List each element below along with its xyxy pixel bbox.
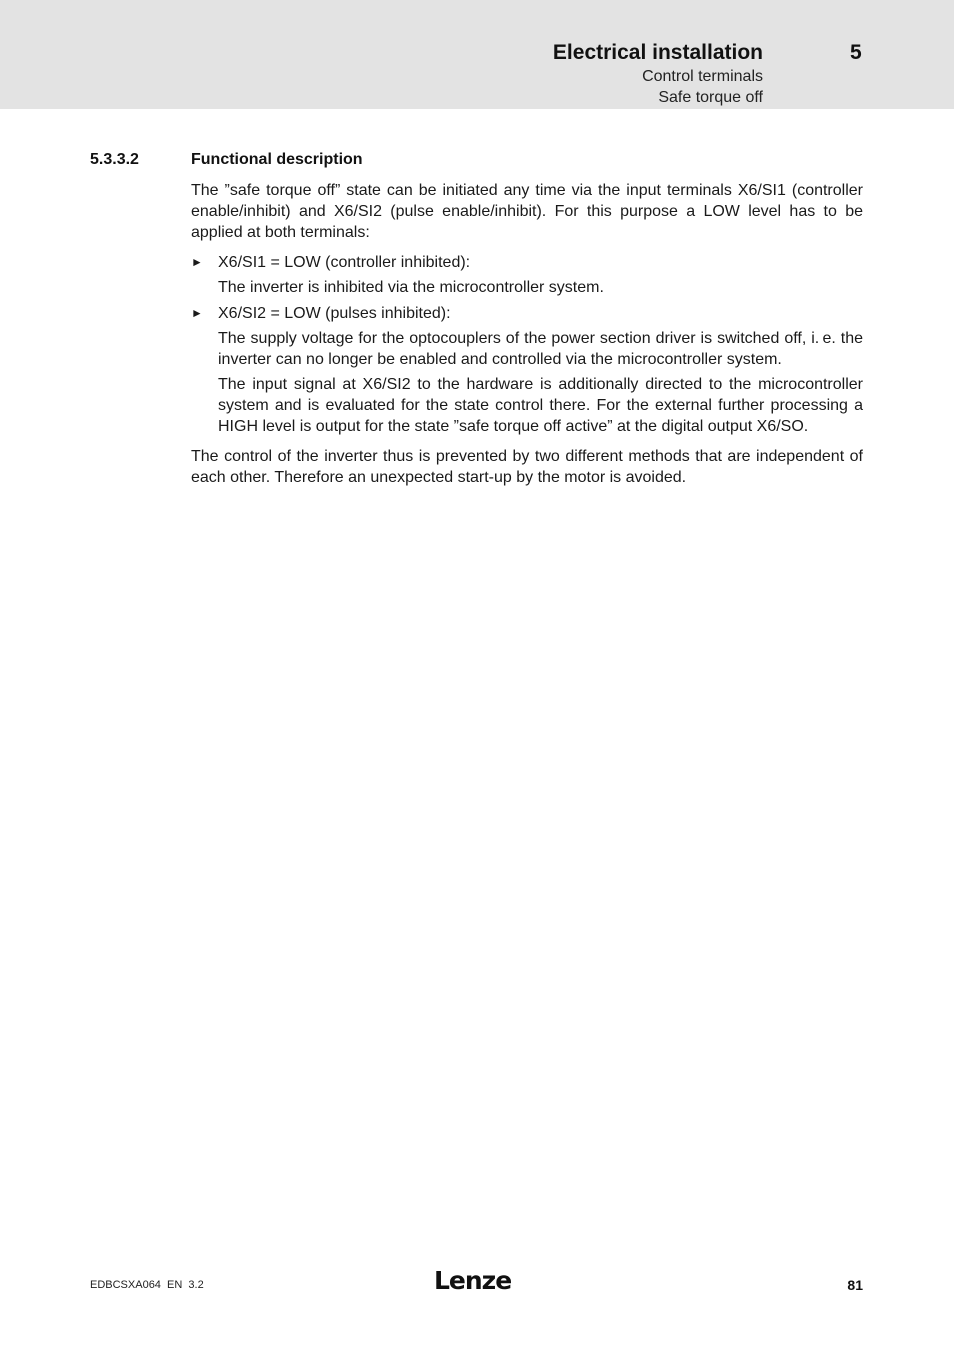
bullet-heading: X6/SI2 = LOW (pulses inhibited): <box>218 305 451 322</box>
bullet-heading-row <box>191 252 863 273</box>
document-code: EDBCSXA064 EN 3.2 <box>90 1279 204 1291</box>
subtitle-safe-torque-off: Safe torque off <box>658 89 763 106</box>
triangle-bullet-icon: ► <box>191 255 203 269</box>
lenze-logo: Lenze <box>434 1266 512 1295</box>
bullet-heading-row <box>191 303 863 324</box>
body-content <box>191 180 863 488</box>
page-number: 81 <box>847 1277 863 1293</box>
bullet-paragraph: The supply voltage for the optocouplers of the power section driver is switched off, i. e. the inverter can no longer be enabled and controlled via the microcontroller system. <box>218 330 863 368</box>
bullet-item <box>191 303 863 437</box>
bullet-body <box>218 277 863 298</box>
bullet-item <box>191 252 863 298</box>
intro-paragraph: The ”safe torque off” state can be initiated any time via the input terminals X6/SI1 (controller enable/inhibit) and X6/SI2 (pulse enable/inhibit). For this purpose a LOW level has to be applied at both terminals: <box>191 182 863 241</box>
header-band <box>0 0 954 109</box>
subtitle-control-terminals: Control terminals <box>642 68 763 85</box>
section-title: Functional description <box>191 151 363 168</box>
section-number: 5.3.3.2 <box>90 151 139 168</box>
bullet-body <box>218 328 863 437</box>
bullet-paragraph: The input signal at X6/SI2 to the hardware is additionally directed to the microcontroller system and is evaluated for the state control there. For the external further processing a HIGH level is output for the state ”safe torque off active” at the digital output X6/SO. <box>218 376 863 435</box>
chapter-title: Electrical installation <box>552 41 763 64</box>
triangle-bullet-icon: ► <box>191 306 203 320</box>
chapter-number: 5 <box>850 41 862 64</box>
closing-paragraph: The control of the inverter thus is prevented by two different methods that are independent of each other. Therefore an unexpected start-up by the motor is avoided. <box>191 448 863 486</box>
bullet-paragraph: The inverter is inhibited via the microcontroller system. <box>218 279 604 296</box>
bullet-heading: X6/SI1 = LOW (controller inhibited): <box>218 254 471 271</box>
